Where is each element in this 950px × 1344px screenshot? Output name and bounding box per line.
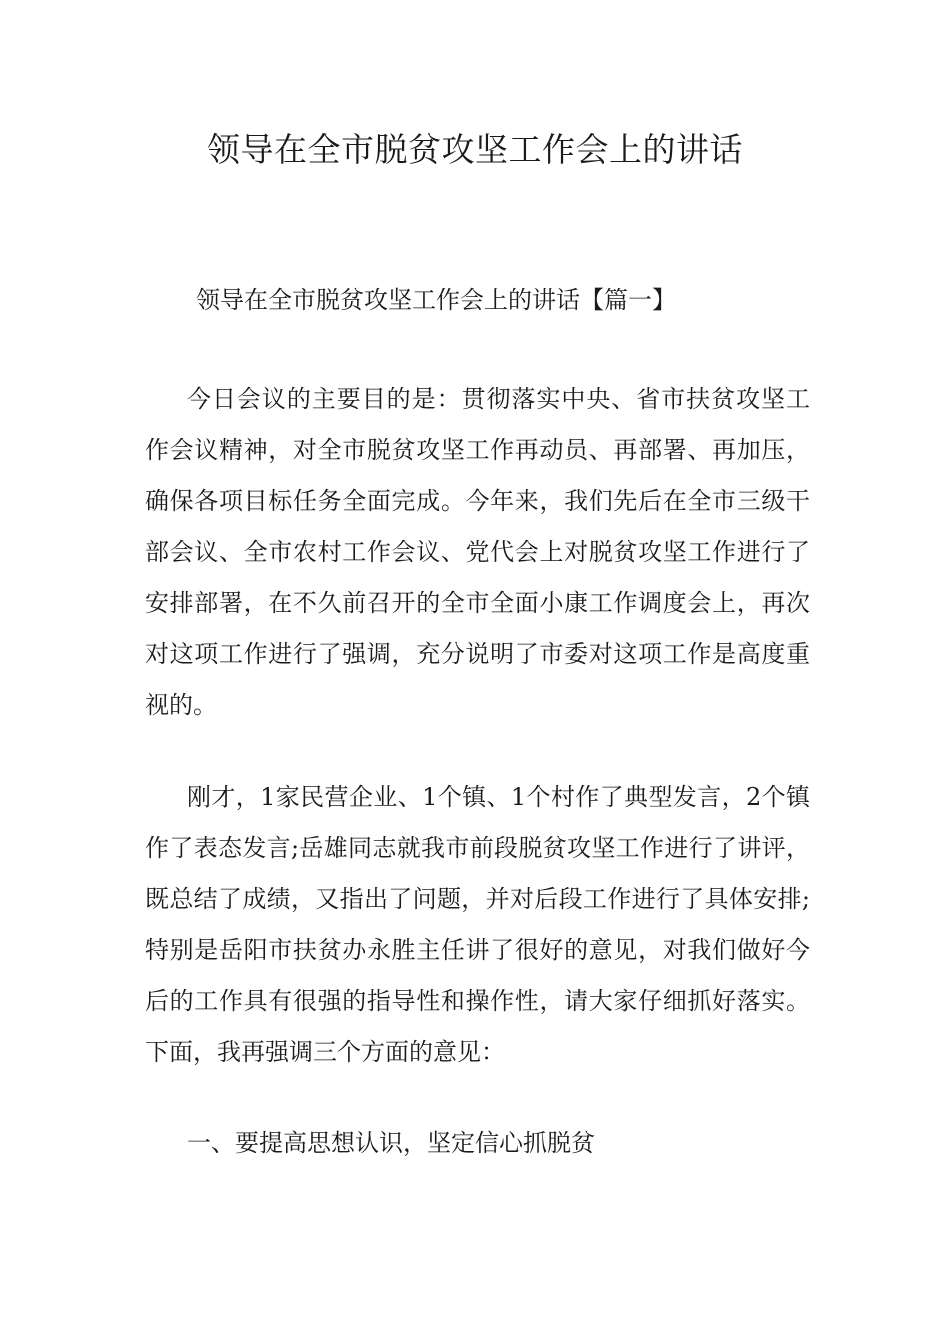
body-paragraph-2: 刚才，1家民营企业、1个镇、1个村作了典型发言，2个镇作了表态发言;岳雄同志就我市前段脱贫攻坚工作进行了讲评，既总结了成绩，又指出了问题，并对后段工作进行了具体安排;特别是岳阳市扶贫办永胜主任讲了很好的意见，对我们做好今后的工作具有很强的指导性和操作性，请大家仔细抓好落实。下面，我再强调三个方面的意见： — [145, 783, 810, 1066]
document-subtitle: 领导在全市脱贫攻坚工作会上的讲话【篇一】 — [196, 286, 676, 314]
document-title: 领导在全市脱贫攻坚工作会上的讲话 — [207, 130, 743, 169]
section-heading-1: 一、要提高思想认识，坚定信心抓脱贫 — [187, 1129, 595, 1157]
body-paragraph-1: 今日会议的主要目的是：贯彻落实中央、省市扶贫攻坚工作会议精神，对全市脱贫攻坚工作再动员、再部署、再加压，确保各项目标任务全面完成。今年来，我们先后在全市三级干部会议、全市农村工作会议、党代会上对脱贫攻坚工作进行了安排部署，在不久前召开的全市全面小康工作调度会上，再次对这项工作进行了强调，充分说明了市委对这项工作是高度重视的。 — [145, 385, 810, 719]
